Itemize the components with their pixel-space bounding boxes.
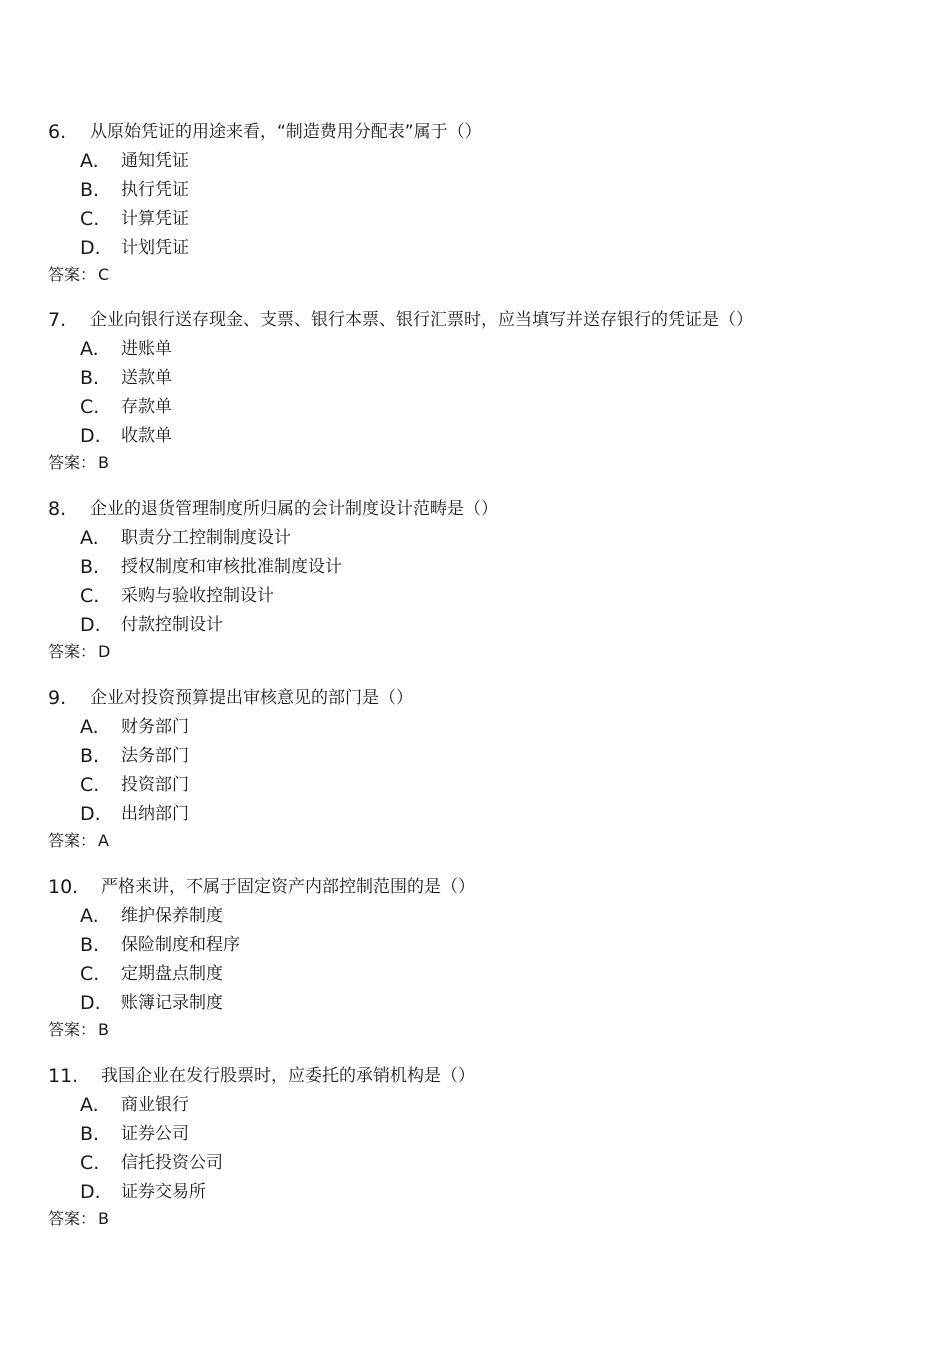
question-number: 6. [48, 121, 67, 143]
option-a [80, 715, 189, 739]
option-label: B. [80, 745, 100, 767]
option-label: D. [80, 237, 101, 259]
question-number: 7. [48, 309, 67, 331]
question-line [48, 120, 482, 144]
option-text: 信托投资公司 [121, 1153, 223, 1173]
answer-value: B [98, 1209, 109, 1228]
option-text: 证券公司 [121, 1124, 189, 1144]
option-label: D. [80, 614, 101, 636]
option-c [80, 207, 189, 231]
option-b [80, 366, 172, 390]
option-b [80, 555, 342, 579]
option-b [80, 933, 240, 957]
answer-line [48, 264, 109, 286]
option-c [80, 773, 189, 797]
question-line [48, 497, 498, 521]
option-text: 授权制度和审核批准制度设计 [121, 557, 342, 577]
answer-line [48, 1208, 109, 1230]
option-label: C. [80, 208, 100, 230]
option-d [80, 802, 189, 826]
answer-line [48, 452, 109, 474]
option-label: D. [80, 803, 101, 825]
option-text: 定期盘点制度 [121, 964, 223, 984]
option-a [80, 149, 189, 173]
option-text: 财务部门 [121, 717, 189, 737]
option-c [80, 395, 172, 419]
option-text: 证券交易所 [121, 1182, 206, 1202]
option-label: C. [80, 774, 100, 796]
option-text: 投资部门 [121, 775, 189, 795]
answer-value: B [98, 453, 109, 472]
answer-value: C [98, 265, 110, 284]
option-label: A. [80, 1094, 99, 1116]
option-label: D. [80, 425, 101, 447]
answer-line [48, 830, 109, 852]
option-text: 商业银行 [121, 1095, 189, 1115]
question-number: 10. [48, 876, 79, 898]
option-c [80, 584, 274, 608]
question-text: 从原始凭证的用途来看，“制造费用分配表”属于（） [90, 122, 482, 142]
option-text: 收款单 [121, 426, 172, 446]
option-a [80, 526, 291, 550]
option-b [80, 1122, 189, 1146]
option-d [80, 991, 223, 1015]
option-label: D. [80, 1181, 101, 1203]
answer-label: 答案： [48, 265, 97, 284]
question-line [48, 1064, 475, 1088]
option-label: B. [80, 1123, 100, 1145]
option-text: 职责分工控制制度设计 [121, 528, 291, 548]
answer-label: 答案： [48, 1020, 97, 1039]
question-text: 企业对投资预算提出审核意见的部门是（） [90, 688, 413, 708]
option-text: 存款单 [121, 397, 172, 417]
option-text: 账簿记录制度 [121, 993, 223, 1013]
option-text: 计划凭证 [121, 238, 189, 258]
option-label: A. [80, 150, 99, 172]
option-label: B. [80, 179, 100, 201]
answer-label: 答案： [48, 453, 97, 472]
option-label: A. [80, 716, 99, 738]
option-text: 执行凭证 [121, 180, 189, 200]
answer-value: A [98, 831, 109, 850]
option-text: 进账单 [121, 339, 172, 359]
option-text: 送款单 [121, 368, 172, 388]
answer-value: B [98, 1020, 109, 1039]
option-c [80, 962, 223, 986]
option-label: C. [80, 1152, 100, 1174]
answer-label: 答案： [48, 831, 97, 850]
question-number: 8. [48, 498, 67, 520]
question-line [48, 686, 413, 710]
question-number: 9. [48, 687, 67, 709]
answer-line [48, 1019, 109, 1041]
option-text: 通知凭证 [121, 151, 189, 171]
option-text: 维护保养制度 [121, 906, 223, 926]
option-label: A. [80, 527, 99, 549]
question-text: 企业的退货管理制度所归属的会计制度设计范畴是（） [90, 499, 498, 519]
answer-value: D [98, 642, 111, 661]
answer-label: 答案： [48, 642, 97, 661]
option-text: 采购与验收控制设计 [121, 586, 274, 606]
answer-line [48, 641, 110, 663]
option-b [80, 744, 189, 768]
option-a [80, 904, 223, 928]
option-c [80, 1151, 223, 1175]
question-text: 严格来讲，不属于固定资产内部控制范围的是（） [101, 877, 475, 897]
option-text: 付款控制设计 [121, 615, 223, 635]
option-label: C. [80, 396, 100, 418]
option-label: C. [80, 585, 100, 607]
question-text: 我国企业在发行股票时，应委托的承销机构是（） [101, 1066, 475, 1086]
option-a [80, 1093, 189, 1117]
option-label: B. [80, 556, 100, 578]
option-b [80, 178, 189, 202]
question-number: 11. [48, 1065, 79, 1087]
option-d [80, 424, 172, 448]
option-text: 法务部门 [121, 746, 189, 766]
option-label: A. [80, 338, 99, 360]
question-line [48, 308, 753, 332]
option-label: B. [80, 367, 100, 389]
option-label: D. [80, 992, 101, 1014]
option-d [80, 1180, 206, 1204]
question-line [48, 875, 475, 899]
option-a [80, 337, 172, 361]
option-text: 计算凭证 [121, 209, 189, 229]
option-d [80, 613, 223, 637]
option-d [80, 236, 189, 260]
option-text: 出纳部门 [121, 804, 189, 824]
option-text: 保险制度和程序 [121, 935, 240, 955]
option-label: C. [80, 963, 100, 985]
answer-label: 答案： [48, 1209, 97, 1228]
question-text: 企业向银行送存现金、支票、银行本票、银行汇票时，应当填写并送存银行的凭证是（） [90, 310, 753, 330]
option-label: A. [80, 905, 99, 927]
option-label: B. [80, 934, 100, 956]
